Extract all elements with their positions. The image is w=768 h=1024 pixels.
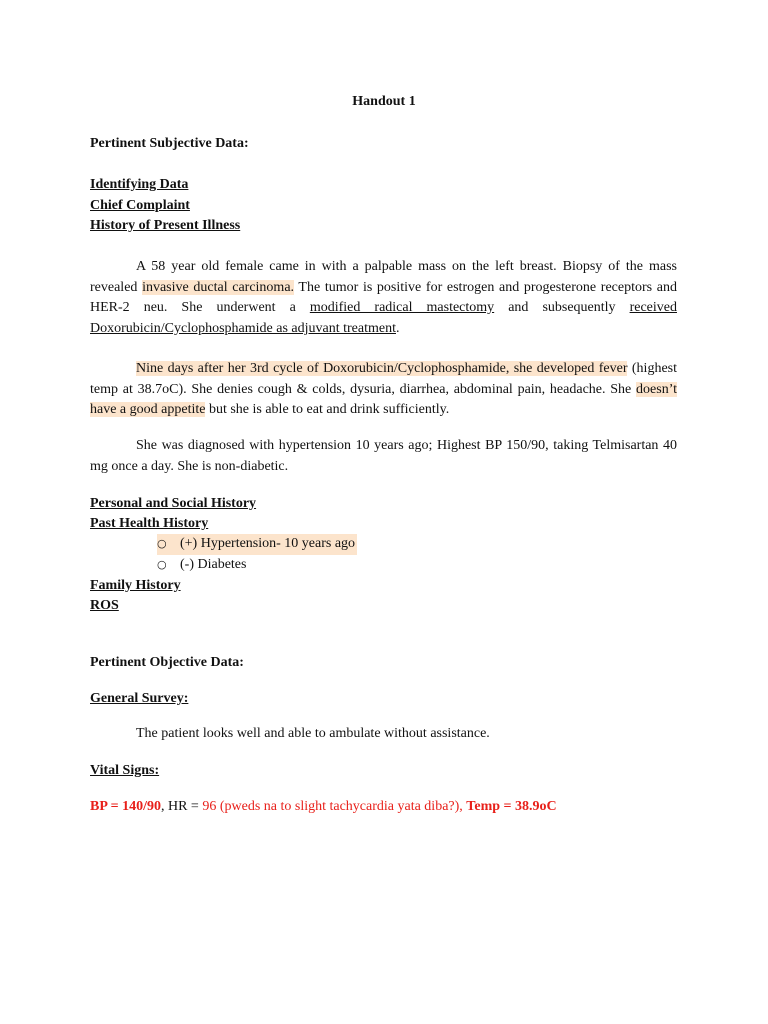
temp-value: Temp = 38.9oC [466,799,557,814]
document-title: Handout 1 [352,94,416,109]
objective-heading: Pertinent Objective Data: [90,655,244,670]
highlight-fever: Nine days after her 3rd cycle of Doxorubicin/Cyclophosphamide, she developed fever [136,361,628,376]
highlight-diagnosis: invasive ductal carcinoma. [142,279,295,295]
hpi-paragraph-3: She was diagnosed with hypertension 10 years ago; Highest BP 150/90, taking Telmisartan 40 mg once a day. She is non-diabetic. [90,438,677,474]
vital-signs-line: BP = 140/90, HR = 96 (pweds na to slight tachycardia yata diba?), Temp = 38.9oC [90,799,557,814]
hpi-paragraph-2: Nine days after her 3rd cycle of Doxorubicin/Cyclophosphamide, she developed fever (highest temp at 38.7oC). She denies cough & colds, dysuria, diarrhea, abdominal pain, headache. She doesn’t have a good appetite but she is able to eat and drink sufficiently. [90,361,677,418]
bp-value: BP = 140/90 [90,799,161,814]
general-survey-text: The patient looks well and able to ambulate without assistance. [136,726,490,741]
hpi-paragraph-1: A 58 year old female came in with a palpable mass on the left breast. Biopsy of the mass revealed invasive ductal carcinoma. The tumor is positive for estrogen and progesterone receptors and HER-2 neu. She underwent a modified radical mastectomy and subsequently received Doxorubicin/Cyclophosphamide as adjuvant treatment. [90,259,677,336]
bullet-circle-icon: ○ [157,557,167,571]
family-history-heading: Family History [90,578,181,593]
chief-complaint-heading: Chief Complaint [90,198,190,213]
identifying-data-heading: Identifying Data [90,177,189,192]
underline-treatment: received Doxorubicin/Cyclophosphamide as adjuvant treatment [90,300,677,336]
hr-value: 96 (pweds na to slight tachycardia yata diba?), [202,799,467,814]
ros-heading: ROS [90,598,119,613]
underline-mastectomy: modified radical mastectomy [309,300,495,316]
list-item [157,534,357,555]
subjective-heading: Pertinent Subjective Data: [90,136,249,151]
general-survey-heading: General Survey: [90,691,189,706]
highlight-hypertension: ○ (+) Hypertension- 10 years ago [157,534,357,555]
personal-social-history-heading: Personal and Social History [90,496,257,511]
bullet-circle-icon: ○ [157,537,167,550]
vital-signs-heading: Vital Signs: [90,763,160,778]
past-health-history-heading: Past Health History [90,516,209,531]
past-health-list [157,534,357,575]
hpi-heading: History of Present Illness [90,218,241,233]
list-item: ○ (-) Diabetes [157,555,357,576]
highlight-appetite: doesn’t have a good appetite [90,381,677,418]
